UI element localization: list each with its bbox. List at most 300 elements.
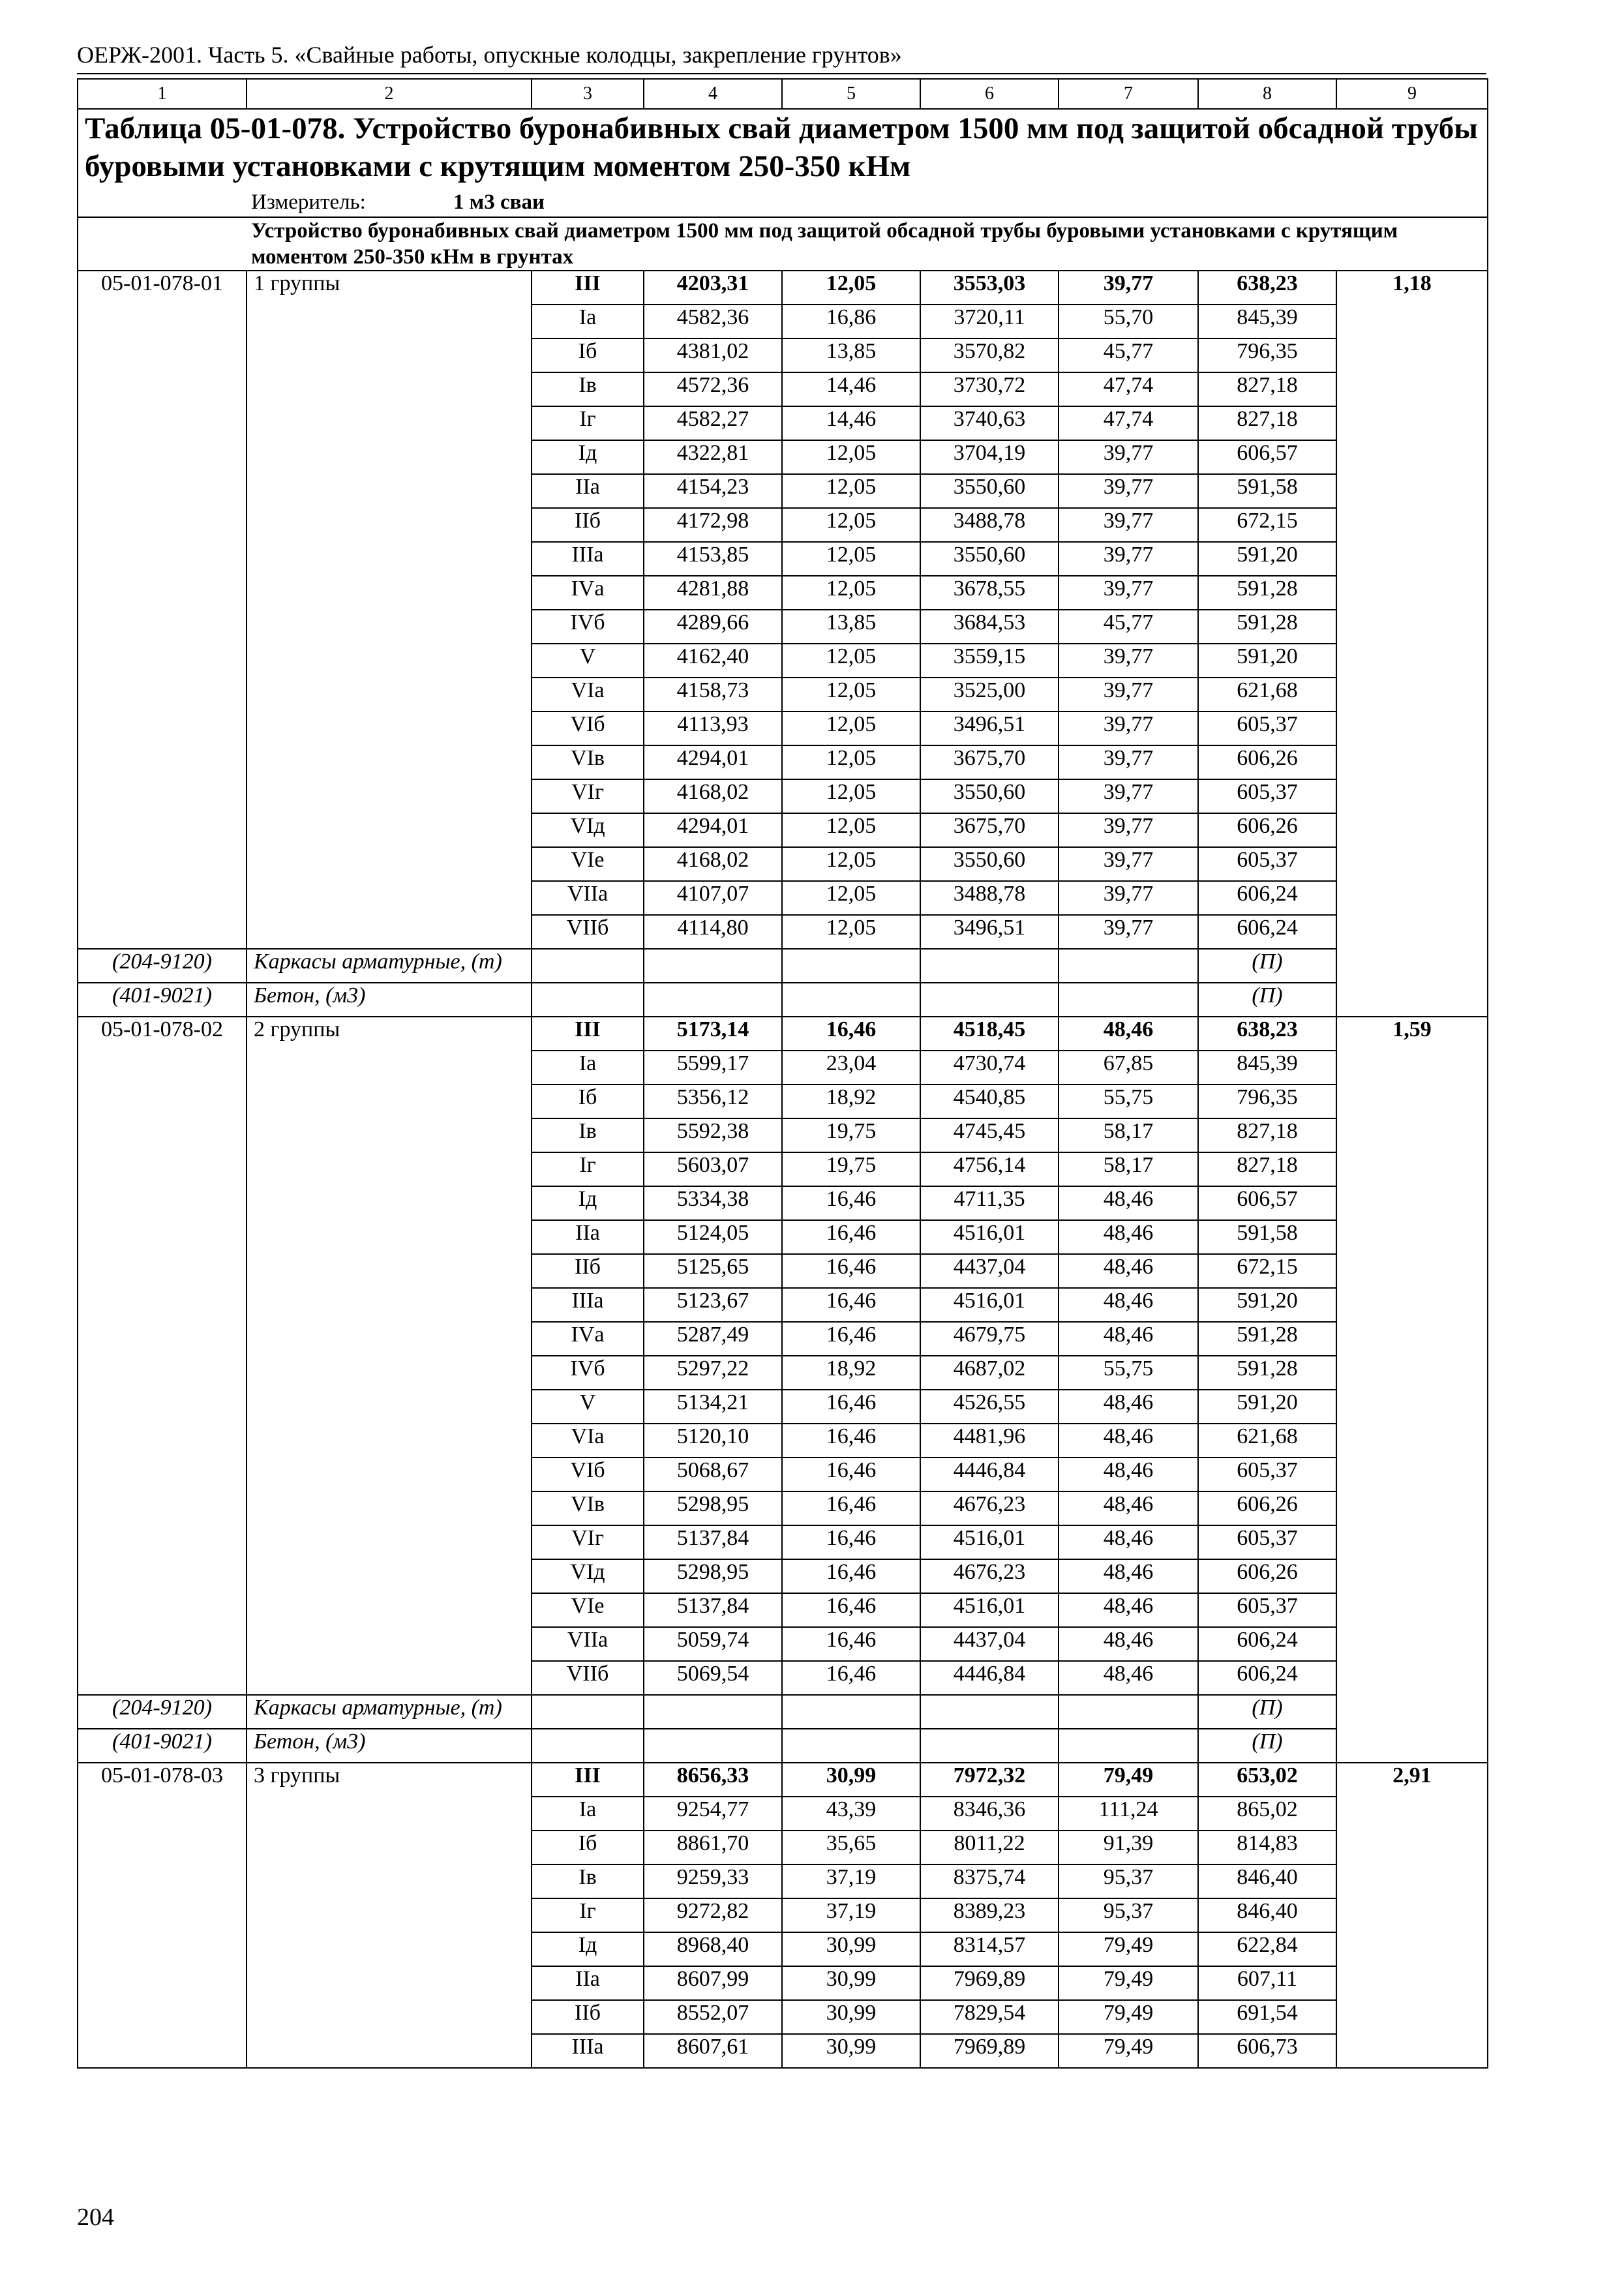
total-cost: 8607,61 (644, 2034, 782, 2068)
materials-cost: 606,24 (1198, 1627, 1336, 1661)
operator-wages: 58,17 (1059, 1118, 1198, 1152)
operator-wages: 55,75 (1059, 1356, 1198, 1390)
region-code: Iд (532, 1932, 644, 1966)
labor-cost: 12,05 (782, 847, 920, 881)
operator-wages: 48,46 (1059, 1661, 1198, 1695)
resource-unit: (П) (1198, 1729, 1336, 1763)
operator-wages: 47,74 (1059, 372, 1198, 406)
machine-cost: 4687,02 (920, 1356, 1059, 1390)
materials-cost: 638,23 (1198, 1017, 1336, 1051)
labor-cost: 12,05 (782, 474, 920, 508)
operator-wages: 48,46 (1059, 1424, 1198, 1458)
labor-cost: 12,05 (782, 711, 920, 745)
total-cost: 4203,31 (644, 271, 782, 305)
materials-cost: 691,54 (1198, 2000, 1336, 2034)
empty-cell (782, 1729, 920, 1763)
resource-row (78, 1695, 1488, 1729)
machine-cost: 4711,35 (920, 1186, 1059, 1220)
machine-cost: 3488,78 (920, 508, 1059, 542)
total-cost: 8861,70 (644, 1831, 782, 1864)
machine-cost: 3675,70 (920, 745, 1059, 779)
labor-cost: 12,05 (782, 508, 920, 542)
labor-cost: 16,46 (782, 1627, 920, 1661)
region-code: IVа (532, 576, 644, 610)
machine-cost: 4518,45 (920, 1017, 1059, 1051)
labor-cost: 12,05 (782, 779, 920, 813)
total-cost: 4572,36 (644, 372, 782, 406)
region-code: VIв (532, 745, 644, 779)
total-cost: 5124,05 (644, 1220, 782, 1254)
operator-wages: 39,77 (1059, 678, 1198, 711)
region-code: VIа (532, 1424, 644, 1458)
labor-cost: 12,05 (782, 881, 920, 915)
labor-cost: 14,46 (782, 372, 920, 406)
materials-cost: 865,02 (1198, 1797, 1336, 1831)
column-number: 4 (644, 79, 782, 109)
region-code: Iб (532, 1831, 644, 1864)
materials-cost: 827,18 (1198, 406, 1336, 440)
labor-cost: 16,46 (782, 1220, 920, 1254)
total-cost: 5059,74 (644, 1627, 782, 1661)
operator-wages: 95,37 (1059, 1864, 1198, 1898)
operator-wages: 95,37 (1059, 1898, 1198, 1932)
total-cost: 4172,98 (644, 508, 782, 542)
labor-cost: 16,46 (782, 1661, 920, 1695)
table-title-row (78, 109, 1488, 217)
labor-cost: 16,46 (782, 1458, 920, 1491)
region-code: III (532, 1017, 644, 1051)
materials-cost: 591,28 (1198, 610, 1336, 644)
materials-cost: 621,68 (1198, 1424, 1336, 1458)
materials-cost: 827,18 (1198, 1118, 1336, 1152)
materials-cost: 606,57 (1198, 1186, 1336, 1220)
machine-cost: 3496,51 (920, 915, 1059, 949)
machine-cost: 7969,89 (920, 2034, 1059, 2068)
labor-cost: 16,46 (782, 1288, 920, 1322)
operator-wages: 39,77 (1059, 915, 1198, 949)
column-number-row (78, 79, 1488, 109)
labor-cost: 13,85 (782, 610, 920, 644)
total-cost: 5298,95 (644, 1559, 782, 1593)
materials-cost: 606,26 (1198, 813, 1336, 847)
total-cost: 4381,02 (644, 338, 782, 372)
operator-wages: 39,77 (1059, 440, 1198, 474)
operator-wages: 39,77 (1059, 271, 1198, 305)
rates-table (77, 78, 1488, 2069)
machine-cost: 3730,72 (920, 372, 1059, 406)
empty-cell (644, 1695, 782, 1729)
labor-cost: 14,46 (782, 406, 920, 440)
total-cost: 4582,36 (644, 305, 782, 338)
labor-cost: 12,05 (782, 678, 920, 711)
machine-cost: 8314,57 (920, 1932, 1059, 1966)
region-code: Iг (532, 1152, 644, 1186)
operator-wages: 48,46 (1059, 1390, 1198, 1424)
materials-cost: 653,02 (1198, 1763, 1336, 1797)
total-cost: 9272,82 (644, 1898, 782, 1932)
materials-cost: 591,28 (1198, 1356, 1336, 1390)
operator-wages: 45,77 (1059, 338, 1198, 372)
operator-wages: 48,46 (1059, 1458, 1198, 1491)
labor-cost: 16,46 (782, 1525, 920, 1559)
machine-cost: 3678,55 (920, 576, 1059, 610)
total-cost: 5297,22 (644, 1356, 782, 1390)
total-cost: 5334,38 (644, 1186, 782, 1220)
empty-cell (644, 1729, 782, 1763)
machine-cost: 4676,23 (920, 1491, 1059, 1525)
materials-cost: 606,73 (1198, 2034, 1336, 2068)
operator-wages: 79,49 (1059, 1932, 1198, 1966)
region-code: VIе (532, 1593, 644, 1627)
total-cost: 4582,27 (644, 406, 782, 440)
region-code: IIб (532, 1254, 644, 1288)
region-code: IIб (532, 508, 644, 542)
resource-name: Бетон, (м3) (247, 983, 532, 1017)
machine-cost: 3720,11 (920, 305, 1059, 338)
region-code: IIа (532, 1220, 644, 1254)
machine-cost: 4745,45 (920, 1118, 1059, 1152)
materials-cost: 591,58 (1198, 474, 1336, 508)
total-cost: 9259,33 (644, 1864, 782, 1898)
region-code: IVб (532, 610, 644, 644)
region-code: VIг (532, 779, 644, 813)
materials-cost: 606,24 (1198, 1661, 1336, 1695)
machine-cost: 4437,04 (920, 1627, 1059, 1661)
column-number: 1 (78, 79, 247, 109)
description-cell (78, 217, 1488, 271)
empty-cell (782, 949, 920, 983)
total-cost: 8656,33 (644, 1763, 782, 1797)
labor-cost: 30,99 (782, 1763, 920, 1797)
materials-cost: 814,83 (1198, 1831, 1336, 1864)
region-code: VIе (532, 847, 644, 881)
column-number: 8 (1198, 79, 1336, 109)
region-code: Iв (532, 1864, 644, 1898)
labor-cost: 16,46 (782, 1424, 920, 1458)
operator-wages: 39,77 (1059, 644, 1198, 678)
table-row (78, 1763, 1488, 1797)
empty-cell (920, 1729, 1059, 1763)
meter-label: Измеритель: (251, 190, 366, 214)
operator-wages: 58,17 (1059, 1152, 1198, 1186)
empty-cell (920, 983, 1059, 1017)
column-number: 5 (782, 79, 920, 109)
resource-name: Бетон, (м3) (247, 1729, 532, 1763)
materials-cost: 606,24 (1198, 881, 1336, 915)
operator-wages: 39,77 (1059, 576, 1198, 610)
resource-code: (204-9120) (78, 1695, 247, 1729)
rate-name: 3 группы (247, 1763, 532, 2068)
machine-cost: 8375,74 (920, 1864, 1059, 1898)
region-code: III (532, 271, 644, 305)
resource-code: (401-9021) (78, 983, 247, 1017)
labor-cost: 12,05 (782, 745, 920, 779)
operator-wages: 39,77 (1059, 779, 1198, 813)
total-cost: 5068,67 (644, 1458, 782, 1491)
total-cost: 5137,84 (644, 1593, 782, 1627)
operator-wages: 39,77 (1059, 474, 1198, 508)
region-code: Iв (532, 1118, 644, 1152)
region-code: IIа (532, 1966, 644, 2000)
region-code: VIб (532, 1458, 644, 1491)
total-cost: 4294,01 (644, 745, 782, 779)
machine-cost: 4516,01 (920, 1220, 1059, 1254)
region-code: IIб (532, 2000, 644, 2034)
empty-cell (782, 983, 920, 1017)
machine-cost: 3488,78 (920, 881, 1059, 915)
labor-cost: 16,46 (782, 1254, 920, 1288)
materials-cost: 672,15 (1198, 1254, 1336, 1288)
materials-cost: 591,28 (1198, 576, 1336, 610)
machine-cost: 4526,55 (920, 1390, 1059, 1424)
total-cost: 4281,88 (644, 576, 782, 610)
region-code: III (532, 1763, 644, 1797)
total-cost: 4153,85 (644, 542, 782, 576)
labor-cost: 30,99 (782, 1932, 920, 1966)
operator-wages: 48,46 (1059, 1593, 1198, 1627)
operator-wages: 39,77 (1059, 711, 1198, 745)
machine-cost: 4481,96 (920, 1424, 1059, 1458)
resource-unit: (П) (1198, 949, 1336, 983)
labor-cost: 12,05 (782, 440, 920, 474)
column-number: 2 (247, 79, 532, 109)
materials-cost: 606,26 (1198, 745, 1336, 779)
total-cost: 8607,99 (644, 1966, 782, 2000)
labor-cost: 12,05 (782, 813, 920, 847)
materials-cost: 605,37 (1198, 847, 1336, 881)
labor-cost: 12,05 (782, 644, 920, 678)
labor-cost: 30,99 (782, 2034, 920, 2068)
machine-cost: 4676,23 (920, 1559, 1059, 1593)
resource-code: (204-9120) (78, 949, 247, 983)
materials-cost: 846,40 (1198, 1864, 1336, 1898)
resource-name: Каркасы арматурные, (т) (247, 1695, 532, 1729)
operator-wages: 48,46 (1059, 1288, 1198, 1322)
operator-wages: 45,77 (1059, 610, 1198, 644)
materials-cost: 591,20 (1198, 1288, 1336, 1322)
labor-cost: 16,46 (782, 1559, 920, 1593)
materials-cost: 845,39 (1198, 1051, 1336, 1085)
meter-value: 1 м3 сваи (453, 190, 545, 214)
table-row (78, 1017, 1488, 1051)
empty-cell (920, 1695, 1059, 1729)
table-title: Таблица 05-01-078. Устройство буронабивных свай диаметром 1500 мм под защитой обсадной трубы буровыми установками с крутящим моментом 250-350 кНм (85, 112, 1478, 183)
materials-cost: 638,23 (1198, 271, 1336, 305)
empty-cell (644, 949, 782, 983)
region-code: VIIб (532, 915, 644, 949)
empty-cell (782, 1695, 920, 1729)
total-cost: 4158,73 (644, 678, 782, 711)
total-cost: 4289,66 (644, 610, 782, 644)
region-code: VIIа (532, 881, 644, 915)
page-number: 204 (77, 2204, 114, 2231)
labor-cost: 16,46 (782, 1491, 920, 1525)
region-code: VIд (532, 813, 644, 847)
machine-cost: 3675,70 (920, 813, 1059, 847)
operator-wages: 39,77 (1059, 542, 1198, 576)
materials-cost: 606,26 (1198, 1491, 1336, 1525)
description-row (78, 217, 1488, 271)
machine-cost: 4446,84 (920, 1661, 1059, 1695)
operator-wages: 48,46 (1059, 1627, 1198, 1661)
region-code: IIIа (532, 1288, 644, 1322)
region-code: Iд (532, 1186, 644, 1220)
region-code: VIв (532, 1491, 644, 1525)
resource-code: (401-9021) (78, 1729, 247, 1763)
resource-row (78, 1729, 1488, 1763)
machine-cost: 4516,01 (920, 1288, 1059, 1322)
rate-name: 2 группы (247, 1017, 532, 1695)
region-code: V (532, 644, 644, 678)
materials-cost: 605,37 (1198, 711, 1336, 745)
rate-name: 1 группы (247, 271, 532, 949)
materials-cost: 845,39 (1198, 305, 1336, 338)
column-number: 3 (532, 79, 644, 109)
rate-code: 05-01-078-01 (78, 271, 247, 949)
materials-cost: 606,57 (1198, 440, 1336, 474)
empty-cell (1059, 1695, 1198, 1729)
operator-wages: 47,74 (1059, 406, 1198, 440)
empty-cell (532, 949, 644, 983)
total-cost: 9254,77 (644, 1797, 782, 1831)
region-code: Iа (532, 305, 644, 338)
total-cost: 5123,67 (644, 1288, 782, 1322)
region-code: VIIа (532, 1627, 644, 1661)
total-cost: 5603,07 (644, 1152, 782, 1186)
region-code: IVб (532, 1356, 644, 1390)
resource-row (78, 949, 1488, 983)
region-code: VIг (532, 1525, 644, 1559)
operator-wages: 79,49 (1059, 2000, 1198, 2034)
machine-cost: 4540,85 (920, 1085, 1059, 1118)
labor-cost: 12,05 (782, 271, 920, 305)
machine-cost: 7972,32 (920, 1763, 1059, 1797)
materials-cost: 606,26 (1198, 1559, 1336, 1593)
region-code: VIб (532, 711, 644, 745)
region-code: Iб (532, 1085, 644, 1118)
machine-cost: 8346,36 (920, 1797, 1059, 1831)
machine-cost: 3570,82 (920, 338, 1059, 372)
materials-cost: 605,37 (1198, 1525, 1336, 1559)
total-cost: 5134,21 (644, 1390, 782, 1424)
column-number: 9 (1336, 79, 1488, 109)
operator-wages: 39,77 (1059, 881, 1198, 915)
region-code: Iа (532, 1051, 644, 1085)
region-code: Iг (532, 406, 644, 440)
machine-cost: 4516,01 (920, 1593, 1059, 1627)
empty-cell (920, 949, 1059, 983)
materials-cost: 605,37 (1198, 1593, 1336, 1627)
total-cost: 4322,81 (644, 440, 782, 474)
machine-cost: 3704,19 (920, 440, 1059, 474)
labor-hours: 2,91 (1336, 1763, 1488, 2068)
machine-cost: 8011,22 (920, 1831, 1059, 1864)
machine-cost: 4679,75 (920, 1322, 1059, 1356)
empty-cell (644, 983, 782, 1017)
machine-cost: 3525,00 (920, 678, 1059, 711)
operator-wages: 67,85 (1059, 1051, 1198, 1085)
machine-cost: 3496,51 (920, 711, 1059, 745)
machine-cost: 3550,60 (920, 847, 1059, 881)
operator-wages: 48,46 (1059, 1254, 1198, 1288)
operator-wages: 79,49 (1059, 1966, 1198, 2000)
operator-wages: 39,77 (1059, 813, 1198, 847)
table-title-cell (78, 109, 1488, 217)
labor-cost: 16,46 (782, 1322, 920, 1356)
labor-cost: 18,92 (782, 1085, 920, 1118)
column-number: 7 (1059, 79, 1198, 109)
region-code: Iд (532, 440, 644, 474)
materials-cost: 606,24 (1198, 915, 1336, 949)
operator-wages: 79,49 (1059, 1763, 1198, 1797)
labor-cost: 13,85 (782, 338, 920, 372)
labor-cost: 12,05 (782, 576, 920, 610)
materials-cost: 796,35 (1198, 338, 1336, 372)
header-rule (77, 73, 1486, 74)
materials-cost: 605,37 (1198, 1458, 1336, 1491)
materials-cost: 605,37 (1198, 779, 1336, 813)
materials-cost: 672,15 (1198, 508, 1336, 542)
region-code: VIа (532, 678, 644, 711)
region-code: IIIа (532, 2034, 644, 2068)
region-code: IIIа (532, 542, 644, 576)
operator-wages: 48,46 (1059, 1491, 1198, 1525)
rate-code: 05-01-078-02 (78, 1017, 247, 1695)
machine-cost: 4756,14 (920, 1152, 1059, 1186)
total-cost: 4162,40 (644, 644, 782, 678)
materials-cost: 591,20 (1198, 644, 1336, 678)
operator-wages: 91,39 (1059, 1831, 1198, 1864)
empty-cell (1059, 1729, 1198, 1763)
materials-cost: 591,28 (1198, 1322, 1336, 1356)
region-code: Iв (532, 372, 644, 406)
machine-cost: 3550,60 (920, 542, 1059, 576)
machine-cost: 3740,63 (920, 406, 1059, 440)
empty-cell (532, 1695, 644, 1729)
total-cost: 4168,02 (644, 779, 782, 813)
machine-cost: 3550,60 (920, 474, 1059, 508)
operator-wages: 48,46 (1059, 1186, 1198, 1220)
materials-cost: 591,20 (1198, 542, 1336, 576)
region-code: VIIб (532, 1661, 644, 1695)
machine-cost: 7969,89 (920, 1966, 1059, 2000)
empty-cell (532, 1729, 644, 1763)
labor-hours: 1,59 (1336, 1017, 1488, 1763)
machine-cost: 4446,84 (920, 1458, 1059, 1491)
total-cost: 5356,12 (644, 1085, 782, 1118)
operator-wages: 48,46 (1059, 1525, 1198, 1559)
region-code: Iа (532, 1797, 644, 1831)
operator-wages: 111,24 (1059, 1797, 1198, 1831)
machine-cost: 3684,53 (920, 610, 1059, 644)
labor-cost: 37,19 (782, 1864, 920, 1898)
labor-cost: 19,75 (782, 1118, 920, 1152)
materials-cost: 622,84 (1198, 1932, 1336, 1966)
labor-hours: 1,18 (1336, 271, 1488, 1017)
materials-cost: 591,58 (1198, 1220, 1336, 1254)
labor-cost: 16,86 (782, 305, 920, 338)
operator-wages: 39,77 (1059, 508, 1198, 542)
total-cost: 5137,84 (644, 1525, 782, 1559)
operator-wages: 39,77 (1059, 847, 1198, 881)
labor-cost: 35,65 (782, 1831, 920, 1864)
machine-cost: 3553,03 (920, 271, 1059, 305)
total-cost: 5287,49 (644, 1322, 782, 1356)
region-code: IVа (532, 1322, 644, 1356)
materials-cost: 591,20 (1198, 1390, 1336, 1424)
labor-cost: 19,75 (782, 1152, 920, 1186)
labor-cost: 16,46 (782, 1390, 920, 1424)
